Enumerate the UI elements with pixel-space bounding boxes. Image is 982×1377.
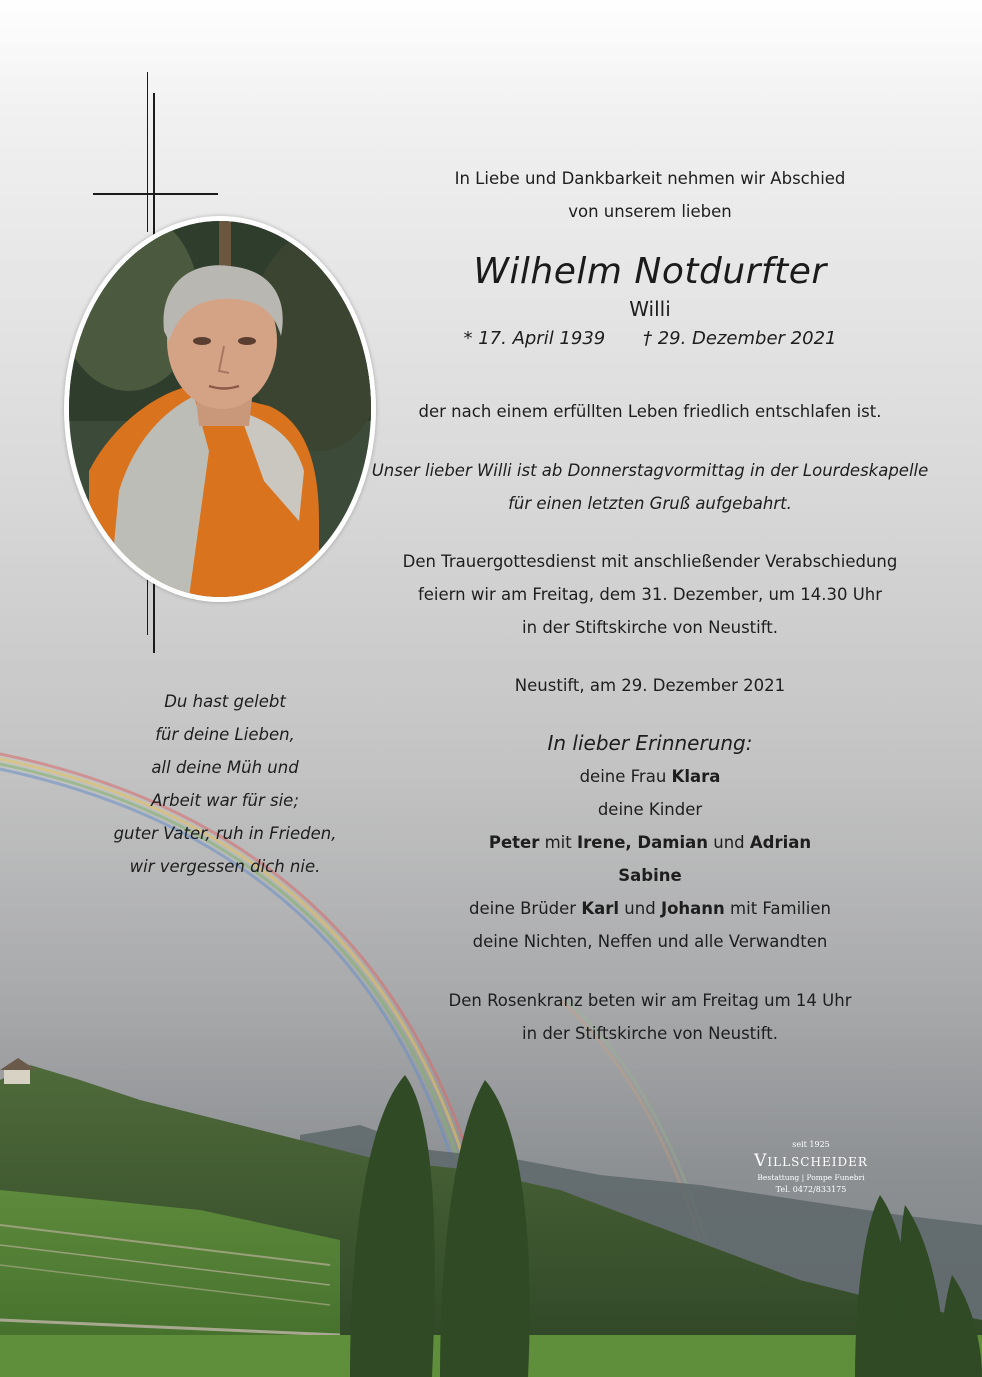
rosary-line-1: Den Rosenkranz beten wir am Freitag um 14 Uhr bbox=[448, 991, 852, 1010]
birth-date: * 17. April 1939 bbox=[463, 328, 606, 349]
intro-line-2: von unserem lieben bbox=[568, 202, 732, 221]
cross-horizontal bbox=[93, 193, 218, 195]
child-names-irene-damian: Irene, Damian bbox=[577, 833, 708, 852]
viewing-line-2: für einen letzten Gruß aufgebahrt. bbox=[508, 494, 792, 513]
rosary-block bbox=[360, 984, 940, 1050]
portrait-photo bbox=[69, 221, 371, 597]
poem-line: all deine Müh und bbox=[151, 758, 299, 777]
memory-title: In lieber Erinnerung: bbox=[547, 731, 753, 755]
deceased-nickname: Willi bbox=[629, 297, 671, 321]
wife-prefix: deine Frau bbox=[579, 767, 667, 786]
poem-line: guter Vater, ruh in Frieden, bbox=[113, 824, 337, 843]
place-date-block bbox=[360, 669, 940, 702]
poem-line: Du hast gelebt bbox=[164, 692, 286, 711]
cross-line-top bbox=[147, 72, 148, 232]
poem-line: Arbeit war für sie; bbox=[151, 791, 299, 810]
funeral-home-logo bbox=[736, 1140, 886, 1196]
intro-line-1: In Liebe und Dankbarkeit nehmen wir Abschied bbox=[454, 169, 846, 188]
brothers-prefix: deine Brüder bbox=[469, 899, 577, 918]
child-name-adrian: Adrian bbox=[749, 833, 812, 852]
poem-line: für deine Lieben, bbox=[155, 725, 295, 744]
death-date: † 29. Dezember 2021 bbox=[642, 328, 837, 349]
wife-name: Klara bbox=[671, 767, 721, 786]
others-line: deine Nichten, Neffen und alle Verwandten bbox=[472, 932, 828, 951]
logo-name: Villscheider bbox=[754, 1151, 868, 1171]
memory-block bbox=[360, 726, 940, 958]
logo-phone: Tel. 0472/833175 bbox=[775, 1185, 847, 1194]
wife-line bbox=[360, 760, 940, 793]
viewing-block bbox=[360, 454, 940, 520]
service-block bbox=[360, 545, 940, 644]
child-sabine-line bbox=[360, 859, 940, 892]
brothers-suffix: mit Familien bbox=[730, 899, 831, 918]
viewing-line-1: Unser lieber Willi ist ab Donnerstagvormittag in der Lourdeskapelle bbox=[371, 461, 929, 480]
service-line-1: Den Trauergottesdienst mit anschließender Verabschiedung bbox=[402, 552, 898, 571]
name-block bbox=[360, 250, 940, 354]
child-name-peter: Peter bbox=[488, 833, 540, 852]
children-word-mit: mit bbox=[544, 833, 572, 852]
brother-name-johann: Johann bbox=[660, 899, 725, 918]
logo-since: seit 1925 bbox=[792, 1140, 830, 1149]
poem-line: wir vergessen dich nie. bbox=[129, 857, 321, 876]
logo-subtitle: Bestattung | Pompe Funebri bbox=[757, 1173, 865, 1182]
main-text bbox=[360, 162, 940, 228]
brothers-line bbox=[360, 892, 940, 925]
rosary-line-2: in der Stiftskirche von Neustift. bbox=[522, 1024, 778, 1043]
child-name-sabine: Sabine bbox=[618, 866, 682, 885]
children-word-und: und bbox=[713, 833, 745, 852]
life-dates bbox=[360, 324, 940, 354]
service-line-2: feiern wir am Freitag, dem 31. Dezember, um 14.30 Uhr bbox=[417, 585, 883, 604]
poem bbox=[80, 685, 370, 883]
passing-text: der nach einem erfüllten Leben friedlich entschlafen ist. bbox=[418, 402, 882, 421]
children-label: deine Kinder bbox=[597, 800, 703, 819]
children-line bbox=[360, 826, 940, 859]
deceased-name: Wilhelm Notdurfter bbox=[473, 251, 827, 292]
place-date: Neustift, am 29. Dezember 2021 bbox=[514, 676, 786, 695]
passing-block bbox=[360, 395, 940, 428]
service-line-3: in der Stiftskirche von Neustift. bbox=[522, 618, 778, 637]
brother-name-karl: Karl bbox=[581, 899, 620, 918]
brothers-word-und: und bbox=[624, 899, 656, 918]
